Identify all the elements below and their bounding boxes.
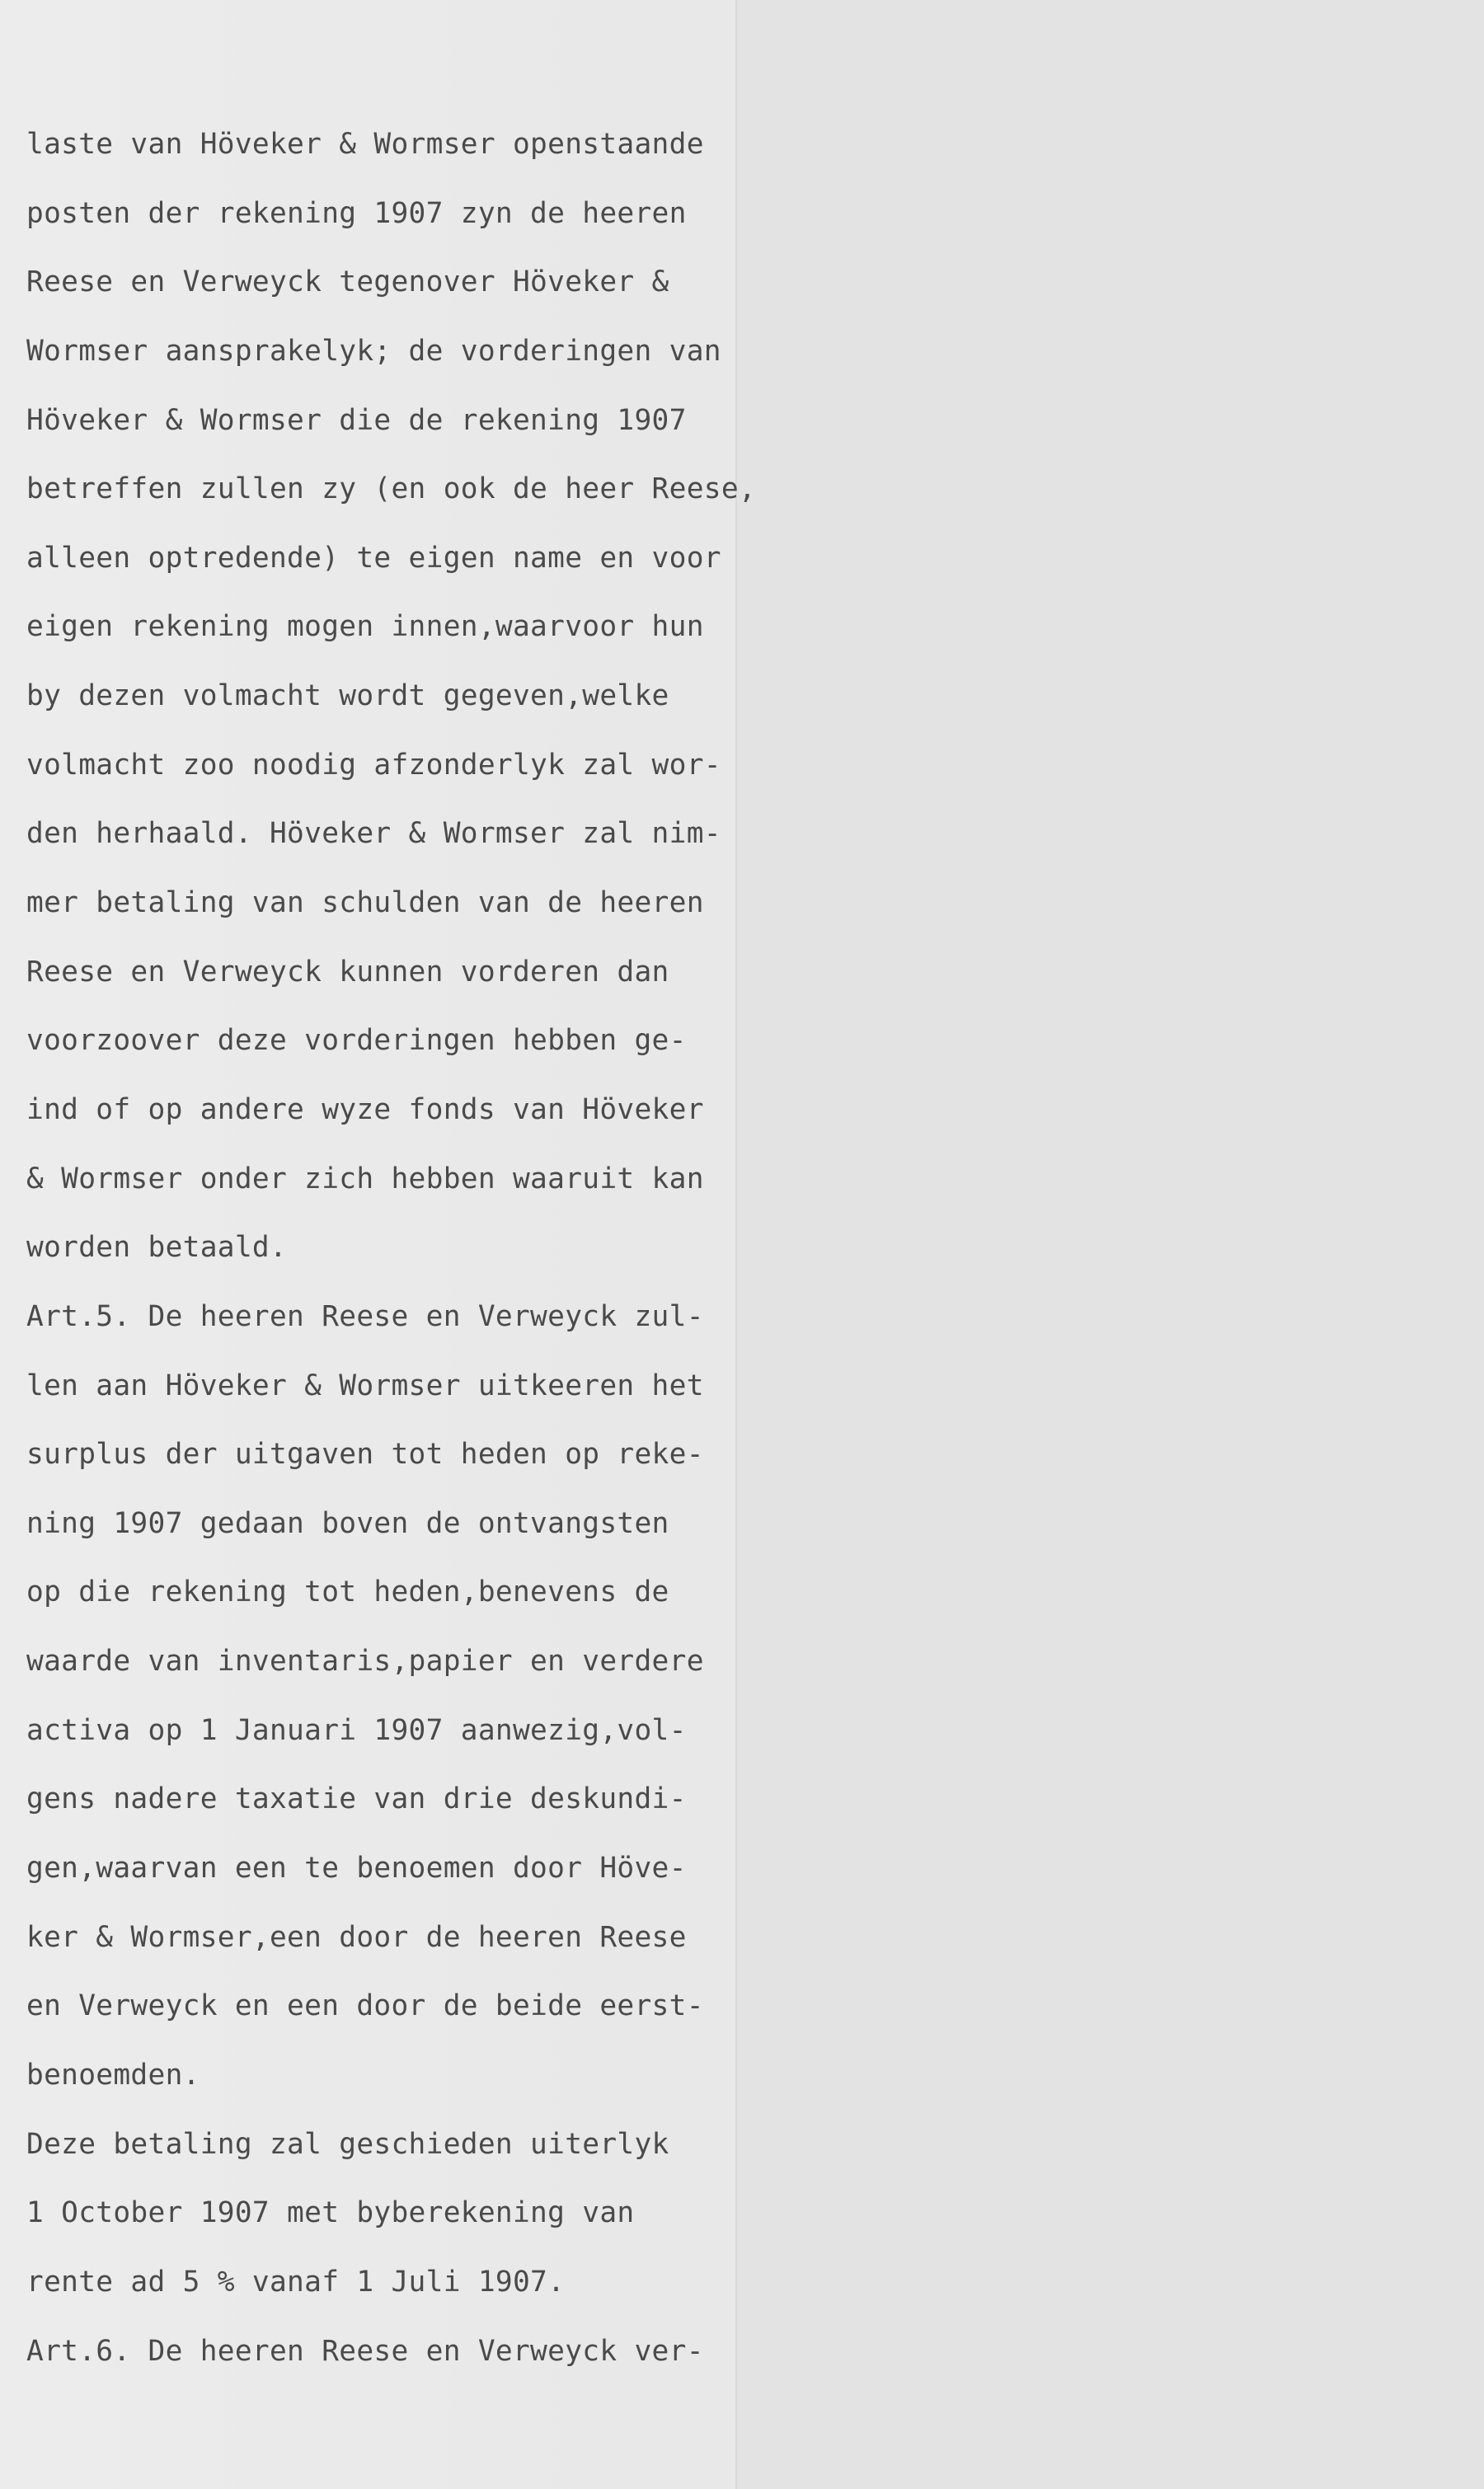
text-line: len aan Höveker & Wormser uitkeeren het bbox=[26, 1369, 704, 1402]
text-line: gen,waarvan een te benoemen door Höve- bbox=[26, 1852, 687, 1886]
text-line: mer betaling van schulden van de heeren bbox=[26, 886, 704, 920]
typewritten-text-block bbox=[26, 120, 756, 2396]
text-line: alleen optredende) te eigen name en voor bbox=[26, 541, 721, 575]
text-line: ker & Wormser,een door de heeren Reese bbox=[26, 1920, 687, 1954]
text-line: Reese en Verweyck kunnen vorderen dan bbox=[26, 955, 669, 989]
text-line: en Verweyck en een door de beide eerst- bbox=[26, 1989, 704, 2023]
text-line: activa op 1 Januari 1907 aanwezig,vol- bbox=[26, 1713, 687, 1747]
text-line: den herhaald. Höveker & Wormser zal nim- bbox=[26, 817, 721, 851]
text-line: Reese en Verweyck tegenover Höveker & bbox=[26, 265, 669, 299]
text-line: worden betaald. bbox=[26, 1231, 288, 1265]
text-line: eigen rekening mogen innen,waarvoor hun bbox=[26, 610, 704, 644]
text-line: benoemden. bbox=[26, 2058, 200, 2092]
text-line: laste van Höveker & Wormser openstaande bbox=[26, 128, 704, 161]
text-line: ind of op andere wyze fonds van Höveker bbox=[26, 1092, 704, 1126]
text-line: 1 October 1907 met byberekening van bbox=[26, 2196, 635, 2230]
text-line: Art.5. De heeren Reese en Verweyck zul- bbox=[26, 1299, 704, 1333]
text-line: betreffen zullen zy (en ook de heer Reese, bbox=[26, 472, 756, 506]
text-line: ning 1907 gedaan boven de ontvangsten bbox=[26, 1506, 669, 1540]
text-line: by dezen volmacht wordt gegeven,welke bbox=[26, 679, 669, 713]
text-line: waarde van inventaris,papier en verdere bbox=[26, 1645, 704, 1679]
text-line: Deze betaling zal geschieden uiterlyk bbox=[26, 2127, 669, 2161]
text-line: surplus der uitgaven tot heden op reke- bbox=[26, 1438, 704, 1472]
text-line: voorzoover deze vorderingen hebben ge- bbox=[26, 1024, 687, 1058]
blank-right-half bbox=[736, 0, 1484, 2489]
text-line: volmacht zoo noodig afzonderlyk zal wor- bbox=[26, 748, 721, 782]
text-line: Höveker & Wormser die de rekening 1907 bbox=[26, 403, 687, 437]
text-line: Wormser aansprakelyk; de vorderingen van bbox=[26, 334, 721, 368]
text-line: Art.6. De heeren Reese en Verweyck ver- bbox=[26, 2334, 704, 2368]
text-line: gens nadere taxatie van drie deskundi- bbox=[26, 1782, 687, 1816]
text-line: op die rekening tot heden,benevens de bbox=[26, 1576, 669, 1609]
text-line: rente ad 5 % vanaf 1 Juli 1907. bbox=[26, 2265, 566, 2299]
text-line: & Wormser onder zich hebben waaruit kan bbox=[26, 1162, 704, 1195]
text-line: posten der rekening 1907 zyn de heeren bbox=[26, 196, 687, 230]
